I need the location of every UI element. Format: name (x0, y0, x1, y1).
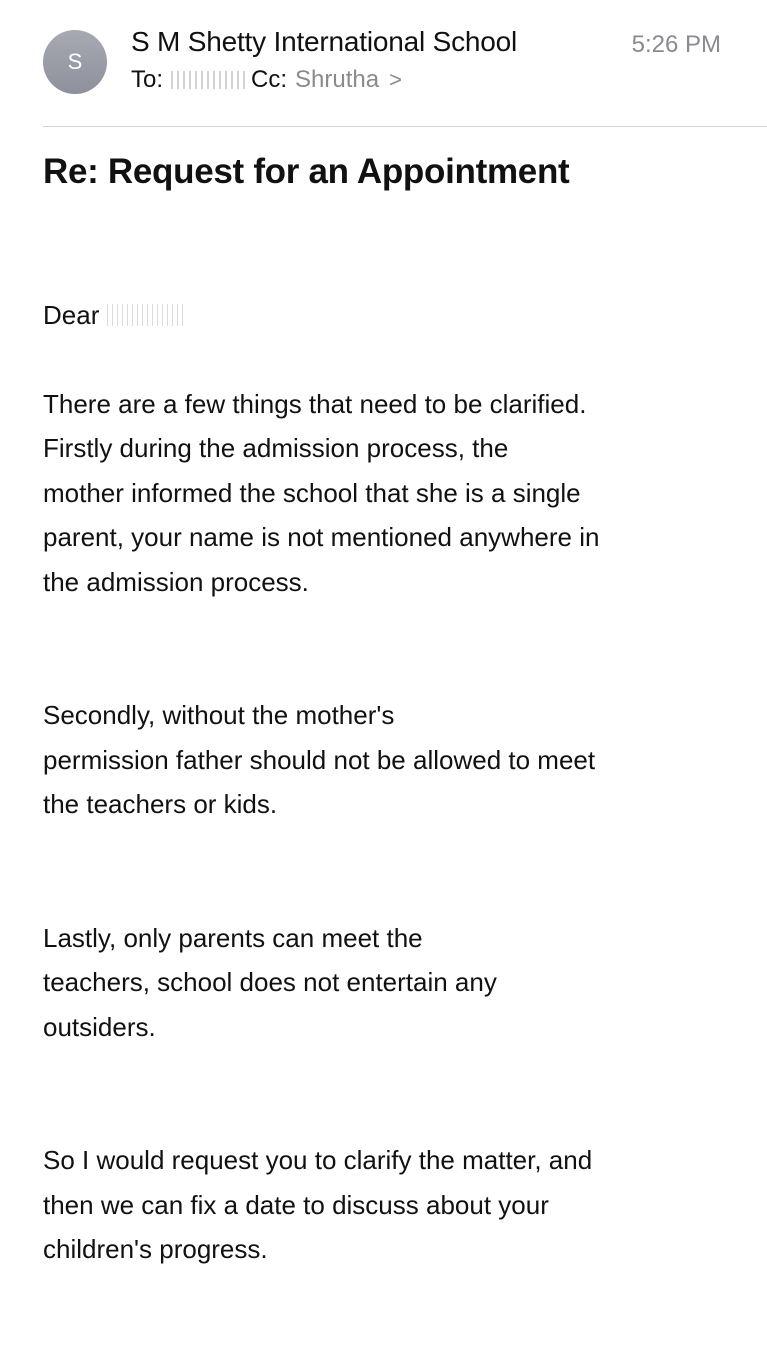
redacted-to-recipient (171, 71, 245, 89)
email-subject: Re: Request for an Appointment (43, 152, 570, 191)
email-header (0, 0, 767, 127)
email-body (43, 248, 743, 1361)
redacted-recipient-name (107, 304, 187, 326)
sender-name[interactable]: S M Shetty International School (131, 26, 518, 57)
to-label: To: (131, 66, 164, 93)
received-time: 5:26 PM (631, 31, 721, 58)
cc-label: Cc: (251, 66, 288, 93)
avatar-letter: S (67, 49, 83, 74)
header-divider (43, 126, 767, 127)
greeting: Dear (43, 299, 100, 330)
chevron-right-icon[interactable]: > (389, 67, 402, 92)
paragraph-outsiders: Lastly, only parents can meet the teachers, school does not entertain any outsiders. (43, 922, 497, 1042)
cc-recipient[interactable]: Shrutha (295, 66, 380, 93)
paragraph-clarification: There are a few things that need to be clarified. Firstly during the admission process, the mother informed the school that she is a single parent, your name is not mentioned anywhere in the admission process. (43, 388, 600, 597)
sender-avatar[interactable] (43, 30, 107, 94)
paragraph-request: So I would request you to clarify the matter, and then we can fix a date to discuss about your children's progress. (43, 1145, 593, 1264)
recipients-row[interactable] (131, 66, 402, 94)
paragraph-permission: Secondly, without the mother's permission father should not be allowed to meet the teachers or kids. (43, 700, 596, 819)
greeting-line (43, 293, 743, 338)
